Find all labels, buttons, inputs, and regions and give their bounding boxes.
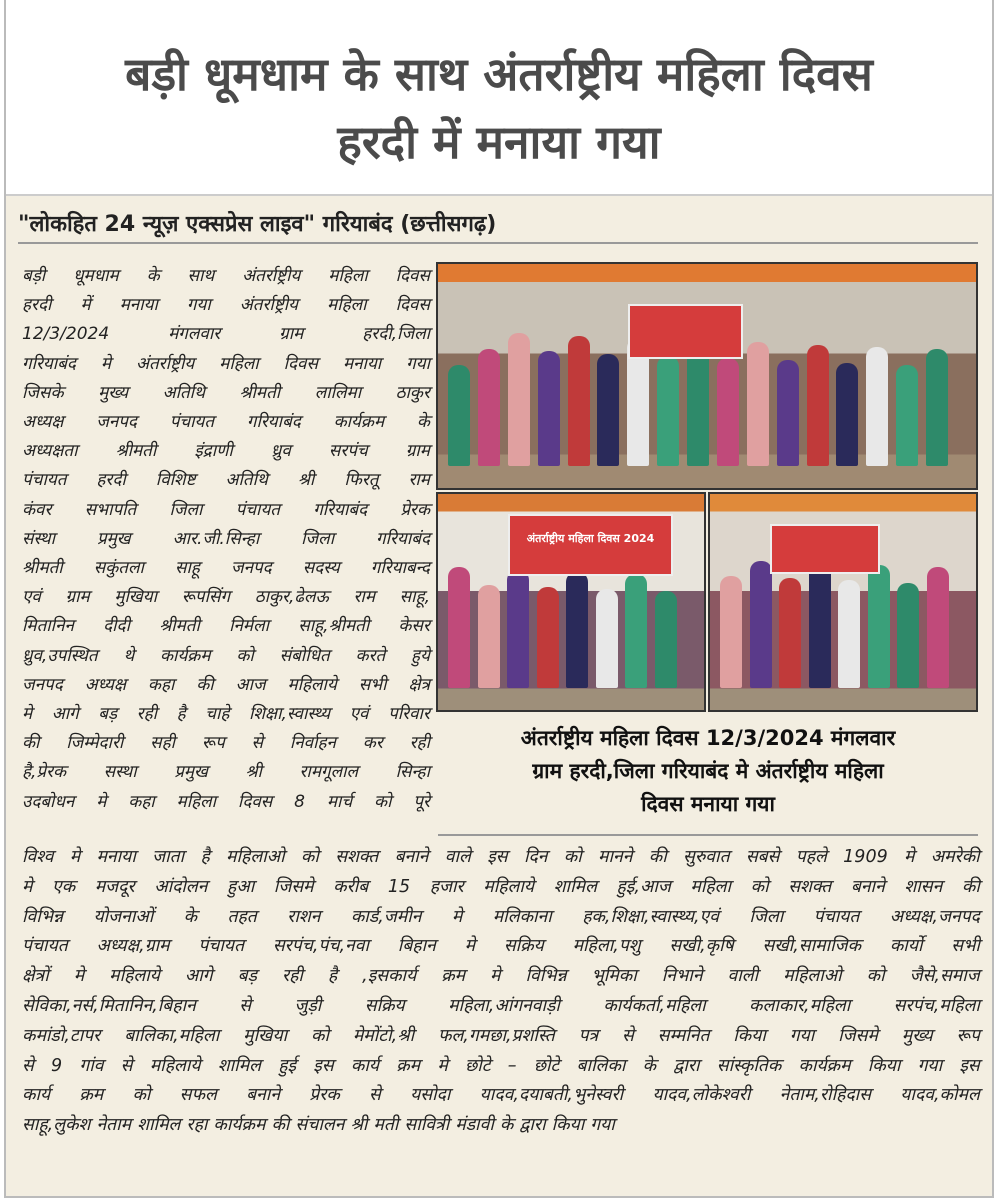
person-figure: [896, 365, 918, 466]
text-line: है,प्रेरक सस्था प्रमुख श्री रामगूलाल सिन्हा: [22, 762, 430, 783]
person-figure: [750, 561, 772, 688]
person-figure: [720, 576, 742, 688]
text-line: कार्य क्रम को सफल बनाने प्रेरक से यसोदा यादव,दयाबती,भुनेस्वरी यादव,लोकेश्वरी नेताम,रोहिदास यादव,कोमल: [22, 1085, 980, 1106]
person-figure: [448, 567, 470, 688]
person-figure: [927, 567, 949, 688]
text-line: से 9 गांव से महिलाये शामिल हुई इस कार्य क्रम मे छोटे – छोटे बालिका के द्वारा सांस्कृतिक कार्यक्रम किया गया इस: [22, 1055, 980, 1076]
text-line: पंचायत अध्यक्ष,ग्राम पंचायत सरपंच,पंच,नवा बिहान मे सक्रिय महिला,पशु सखी,कृषि सखी,सामाजिक कार्यो सभी: [22, 936, 980, 957]
person-figure: [809, 563, 831, 688]
person-figure: [507, 570, 529, 689]
event-photo-left: [436, 492, 706, 712]
person-figure: [655, 591, 677, 688]
event-photo-right: [708, 492, 978, 712]
left-column-text: [22, 262, 430, 817]
text-line: बड़ी धूमधाम के साथ अंतर्राष्ट्रीय महिला दिवस: [22, 266, 430, 286]
text-line: संस्था प्रमुख आर.जी.सिन्हा जिला गरियाबंद: [22, 528, 430, 549]
person-figure: [625, 574, 647, 688]
text-line: मितानिन दीदी श्रीमती निर्मला साहू,श्रीमती केसर: [22, 616, 430, 637]
caption-line: दिवस मनाया गया: [641, 792, 775, 816]
caption-line: ग्राम हरदी,जिला गरियाबंद मे अंतर्राष्ट्रीय महिला: [532, 759, 884, 783]
text-line: विभिन्न योजनाओं के तहत राशन कार्ड,जमीन मे मलिकाना हक,शिक्षा,स्वास्थ्य,एवं जिला पंचायत अध्यक्ष,जनपद: [22, 906, 980, 927]
text-line: जिसके मुख्य अतिथि श्रीमती लालिमा ठाकुर: [22, 382, 430, 403]
person-figure: [508, 333, 530, 465]
text-line: जनपद अध्यक्ष कहा की आज महिलाये सभी क्षेत्र: [22, 674, 430, 695]
person-figure: [538, 351, 560, 465]
news-clipping: [4, 0, 994, 1198]
person-figure: [897, 583, 919, 689]
bottom-paragraph: [22, 843, 980, 1141]
text-line: कंवर सभापति जिला पंचायत गरियाबंद प्रेरक: [22, 499, 430, 520]
person-figure: [657, 356, 679, 466]
person-figure: [537, 587, 559, 689]
person-figure: [448, 365, 470, 466]
divider: [438, 834, 978, 836]
person-figure: [807, 345, 829, 466]
person-figure: [779, 578, 801, 688]
person-figure: [838, 580, 860, 688]
text-line: मे एक मजदूर आंदोलन हुआ जिसमे करीब 15 हजार महिलाये शामिल हुई,आज महिला को सशक्त बनाने शासन की: [22, 876, 980, 897]
person-figure: [777, 360, 799, 465]
text-line: अध्यक्षता श्रीमती इंद्राणी ध्रुव सरपंच ग्राम: [22, 441, 430, 462]
person-figure: [597, 354, 619, 466]
person-figure: [926, 349, 948, 465]
person-figure: [868, 565, 890, 688]
person-figure: [596, 589, 618, 688]
headline-line-2: हरदी में मनाया गया: [337, 115, 661, 169]
divider: [18, 242, 978, 244]
byline: "लोकहित 24 न्यूज़ एक्सप्रेस लाइव" गरियाबंद (छत्तीसगढ़): [18, 212, 497, 237]
photo-banner-text: अंतर्राष्ट्रीय महिला दिवस 2024: [508, 514, 673, 576]
text-line: ध्रुव,उपस्थित थे कार्यक्रम को संबोधित करते हुये: [22, 645, 430, 666]
text-line: श्रीमती सकुंतला साहू जनपद सदस्य गरियाबन्द: [22, 558, 430, 579]
headline: [6, 0, 992, 196]
person-figure: [717, 358, 739, 466]
photo-banner: [770, 524, 880, 574]
photo-caption: [438, 722, 978, 821]
person-figure: [836, 363, 858, 466]
text-line: हरदी में मनाया गया अंतर्राष्ट्रीय महिला दिवस: [22, 295, 430, 316]
text-line: उदबोधन मे कहा महिला दिवस 8 मार्च को पूरे: [22, 791, 430, 812]
text-line: पंचायत हरदी विशिष्ट अतिथि श्री फिरतू राम: [22, 470, 430, 491]
text-line: गरियाबंद मे अंतर्राष्ट्रीय महिला दिवस मनाया गया: [22, 353, 430, 374]
text-line: विश्व मे मनाया जाता है महिलाओ को सशक्त बनाने वाले इस दिन को मानने की सुरुवात सबसे पहले 1909 मे अमरेकी: [22, 847, 980, 867]
person-figure: [866, 347, 888, 466]
text-line: साहू,लुकेश नेताम शामिल रहा कार्यक्रम की संचालन श्री मती सावित्री मंडावी के द्वारा किया गया: [22, 1115, 615, 1136]
text-line: कमांडो,टापर बालिका,महिला मुखिया को मेमोंटो,श्री फल,गमछा,प्रशस्ति पत्र से सम्मनित किया गया जिसमे मुख्य रूप: [22, 1025, 980, 1046]
text-line: एवं ग्राम मुखिया रूपसिंग ठाकुर,ढेलऊ राम साहू,: [22, 587, 430, 608]
text-line: मे आगे बड़ रही है चाहे शिक्षा,स्वास्थ्य एवं परिवार: [22, 704, 430, 725]
person-figure: [747, 342, 769, 465]
text-line: सेविका,नर्स,मितानिन,बिहान से जुड़ी सक्रिय महिला,आंगनवाड़ी कार्यकर्ता,महिला कलाकार,महिला सरपंच,महिला: [22, 995, 980, 1016]
text-line: की जिम्मेदारी सही रूप से निर्वाहन कर रही: [22, 733, 430, 754]
person-figure: [478, 585, 500, 689]
text-line: 12/3/2024 मंगलवार ग्राम हरदी,जिला: [22, 324, 430, 345]
caption-line: अंतर्राष्ट्रीय महिला दिवस 12/3/2024 मंगलवार: [520, 726, 896, 750]
headline-line-1: बड़ी धूमधाम के साथ अंतर्राष्ट्रीय महिला दिवस: [125, 47, 873, 101]
person-figure: [568, 336, 590, 466]
person-figure: [478, 349, 500, 465]
person-figure: [566, 572, 588, 689]
event-photo-main: [436, 262, 978, 490]
text-line: क्षेत्रों मे महिलाये आगे बड़ रही है ,इसकार्य क्रम मे विभिन्न भूमिका निभाने वाली महिलाओ को जैसे,समाज: [22, 966, 980, 987]
photo-banner: [628, 304, 743, 359]
text-line: अध्यक्ष जनपद पंचायत गरियाबंद कार्यक्रम के: [22, 412, 430, 433]
